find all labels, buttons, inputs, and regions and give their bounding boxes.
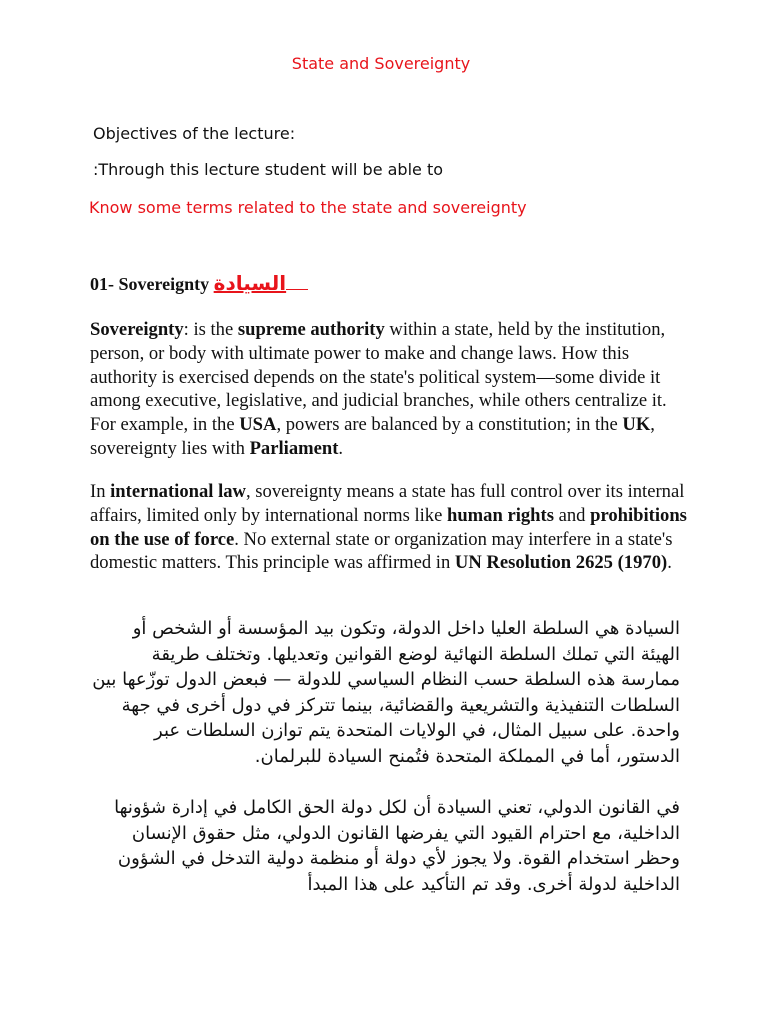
- term-sovereignty: Sovereignty: [90, 319, 184, 340]
- paragraph-text: In: [90, 481, 111, 502]
- objectives-heading: Objectives of the lecture:: [93, 124, 296, 143]
- document-title: State and Sovereignty: [291, 54, 471, 73]
- paragraph-text: .: [667, 552, 672, 574]
- term-human-rights: human rights: [447, 504, 554, 526]
- arabic-paragraph-international-law: في القانون الدولي، تعني السيادة أن لكل دولة الحق الكامل في إدارة شؤونها الداخلية، مع احترام القيود التي يفرضها القانون الدولي، مثل حقوق الإنسان وحظر استخدام القوة. ولا يجوز لأي دولة أو منظمة دولية التدخل في الشؤون الداخلية لدولة أخرى. وقد تم التأكيد على هذا المبدأ: [114, 797, 680, 895]
- term-uk: UK: [622, 414, 651, 436]
- term-parliament: Parliament: [249, 437, 339, 459]
- section-heading-sovereignty: [90, 271, 308, 295]
- term-supreme-authority: supreme authority: [237, 319, 385, 340]
- paragraph-text: .: [338, 437, 344, 459]
- term-un-resolution: UN Resolution 2625 (1970): [454, 552, 668, 574]
- objectives-intro: :Through this lecture student will be able to: [93, 160, 444, 179]
- paragraph-text: : is the: [183, 319, 238, 340]
- arabic-paragraph-definition: السيادة هي السلطة العليا داخل الدولة، وتكون بيد المؤسسة أو الشخص أو الهيئة التي تملك السلطة النهائية لوضع القوانين وتعديلها. وتختلف طريقة ممارسة هذه السلطة حسب النظام السياسي للدولة — فبعض الدول توزّعها بين السلطات التنفيذية والتشريعية والقضائية، بينما تتركز في دول أخرى في جهة واحدة. على سبيل المثال، في الولايات المتحدة يتم توازن السلطات عبر الدستور، أما في المملكة المتحدة فتُمنح السيادة للبرلمان.: [92, 618, 680, 767]
- paragraph-text: , sovereignty means a state has full control over its internal affairs, limited only by international norms like: [90, 481, 685, 526]
- paragraph-text: within a state, held by the institution, person, or body with ultimate power to make and change laws. How this authority is exercised depends on the state's political system—some divide it among executive, legislative, and judicial branches, while others centralize it. For example, in the: [90, 319, 667, 436]
- term-usa: USA: [239, 414, 277, 436]
- paragraph-text: , powers are balanced by a constitution; in the: [276, 414, 623, 436]
- section-arabic-label: السيادة: [213, 271, 287, 295]
- paragraph-text: , sovereignty lies with: [90, 414, 655, 459]
- heading-underline: [286, 271, 308, 290]
- paragraph-international-law: [90, 480, 690, 575]
- paragraph-sovereignty-definition: [90, 318, 690, 461]
- paragraph-text: and: [553, 504, 591, 526]
- term-international-law: international law: [110, 481, 246, 502]
- section-number-label: 01- Sovereignty: [90, 274, 210, 294]
- term-prohibitions-use-of-force: prohibitions on the use of force: [90, 504, 687, 550]
- objective-item: Know some terms related to the state and sovereignty: [89, 198, 527, 217]
- paragraph-text: . No external state or organization may interfere in a state's domestic matters. This principle was affirmed in: [90, 528, 673, 574]
